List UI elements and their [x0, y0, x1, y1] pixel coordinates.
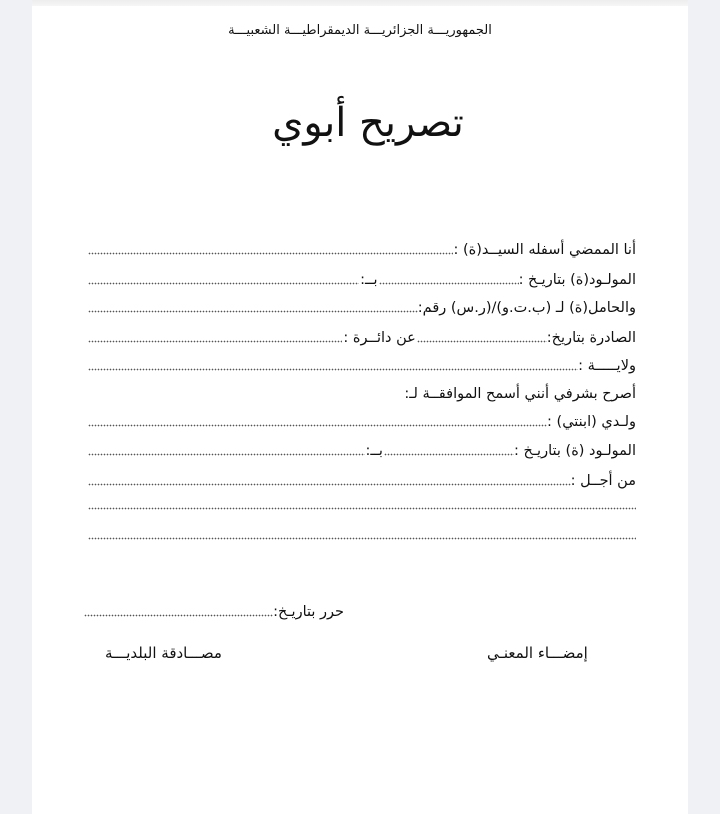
field-label: ولايـــــة : — [578, 358, 636, 374]
field-label: حرر بتاريـخ: — [273, 604, 344, 620]
document-title: تصريح أبوي — [272, 100, 464, 146]
field-declarant-name[interactable] — [88, 236, 636, 258]
country-header: الجمهوريـــة الجزائريـــة الديمقراطيـــة الشعبيـــة — [228, 23, 492, 38]
consent-statement — [88, 380, 636, 402]
birth-place-label: بــ: — [360, 272, 378, 288]
extra-fill-line-1[interactable] — [88, 507, 636, 511]
fill-line[interactable] — [84, 603, 273, 617]
field-purpose[interactable] — [88, 467, 636, 489]
field-label: المولـود(ة) بتاريـخ : — [518, 272, 636, 288]
field-issued-on[interactable] — [84, 598, 344, 620]
municipality-stamp-label: مصـــادقة البلديـــة — [105, 644, 222, 662]
field-label: ولـدي (ابنتي) : — [547, 414, 636, 430]
statement-text: أصرح بشرفي أنني أسمح الموافقــة لـ: — [404, 386, 636, 402]
extra-fill-line-2[interactable] — [88, 537, 636, 541]
fill-line[interactable] — [88, 472, 571, 486]
document-page — [32, 6, 688, 814]
field-id-number[interactable] — [88, 294, 636, 316]
fill-line[interactable] — [88, 357, 578, 371]
birth-place-line[interactable] — [88, 442, 365, 456]
fill-line[interactable] — [88, 413, 547, 427]
field-label: الصادرة بتاريخ: — [546, 330, 636, 346]
birth-date-line[interactable] — [384, 442, 514, 456]
birth-place-line[interactable] — [88, 271, 359, 285]
field-label: أنا الممضي أسفله السيــد(ة) : — [453, 242, 636, 258]
fill-line[interactable] — [88, 241, 453, 255]
signature-person-label: إمضـــاء المعنـي — [487, 644, 588, 662]
field-declarant-birth[interactable] — [88, 266, 636, 288]
fill-line[interactable] — [88, 299, 418, 313]
field-child-birth[interactable] — [88, 437, 636, 459]
birth-place-label: بــ: — [365, 443, 383, 459]
daira-label: عن دائــرة : — [343, 330, 416, 346]
field-wilaya[interactable] — [88, 352, 636, 374]
birth-date-line[interactable] — [379, 271, 519, 285]
field-label: والحامل(ة) لـ (ب.ت.و)/(ر.س) رقم: — [417, 300, 636, 316]
field-id-issue[interactable] — [88, 324, 636, 346]
daira-line[interactable] — [88, 329, 342, 343]
field-label: من أجــل : — [570, 473, 636, 489]
field-label: المولـود (ة) بتاريـخ : — [513, 443, 636, 459]
issue-date-line[interactable] — [417, 329, 547, 343]
field-child-name[interactable] — [88, 408, 636, 430]
